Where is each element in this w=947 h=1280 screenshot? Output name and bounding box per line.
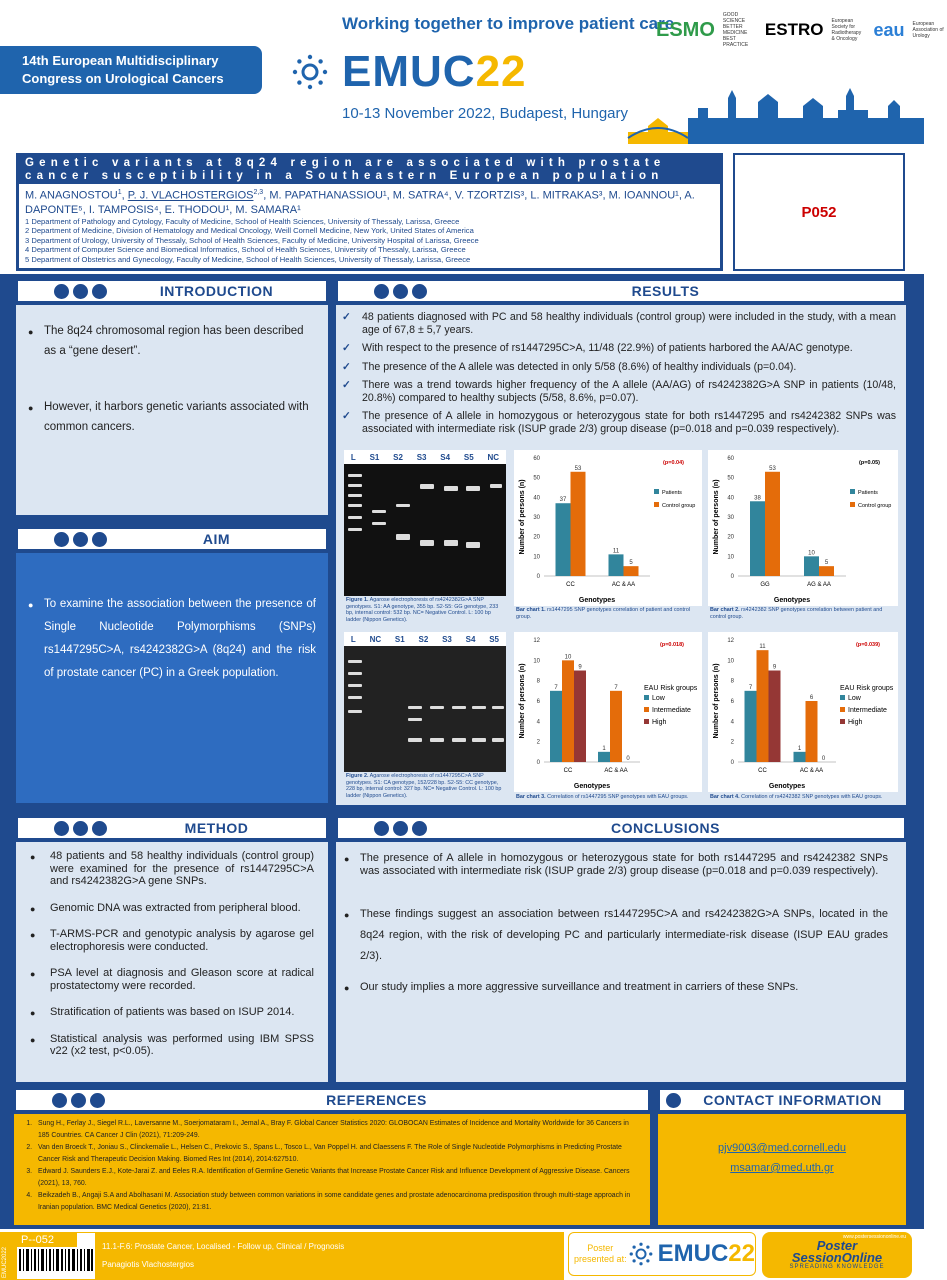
fig-1-label: Figure 1. — [346, 597, 369, 603]
fig-2-caption — [346, 773, 506, 799]
aim-heading: AIM — [202, 531, 231, 547]
data-label: 10 — [564, 654, 572, 661]
budapest-skyline-icon — [628, 88, 924, 144]
footer-info-band — [96, 1232, 564, 1280]
dot-icon — [666, 1093, 681, 1108]
conclusion-point: ● Our study implies a more aggressive surveillance and treatment in carriers of these SNPs. — [344, 981, 888, 994]
legend-entry: Patients — [858, 490, 878, 496]
p-value-annotation: (p=0.05) — [859, 460, 880, 466]
emuc-year: 22 — [475, 47, 527, 96]
footer-poster-id: P--052 — [17, 1233, 77, 1247]
method-header — [16, 816, 328, 840]
title-line-2: cancer susceptibility in a Southeastern European population — [25, 170, 664, 182]
bar — [550, 691, 562, 762]
footer-id-box — [16, 1232, 96, 1280]
contact-email-1[interactable]: pjv9003@med.cornell.edu — [718, 1142, 846, 1154]
y-tick-label: 50 — [533, 475, 540, 482]
y-tick-label: 2 — [730, 739, 734, 746]
lane-label: S4 — [465, 634, 476, 644]
title-block — [16, 153, 723, 271]
y-tick-label: 12 — [533, 638, 540, 644]
aim-body — [16, 553, 328, 803]
affiliation: 5 Department of Obstetrics and Gynecology, Faculty of Medicine, School of Health Sciences, University of Thessaly, Larissa, Greece — [25, 255, 471, 265]
bar-chart-4 — [708, 632, 898, 792]
bar-4-label: Bar chart 4. — [710, 794, 740, 800]
y-tick-label: 8 — [536, 678, 540, 685]
p-value-annotation: (p=0.018) — [660, 642, 684, 648]
emuc-wordmark: EMUC — [342, 47, 476, 96]
gel-1-lane-labels — [344, 450, 506, 464]
barcode-icon — [19, 1249, 93, 1271]
introduction-header — [16, 279, 328, 303]
legend-swatch — [644, 719, 649, 724]
p-value-annotation: (p=0.039) — [856, 642, 880, 648]
aim-header — [16, 527, 328, 551]
footer-track: 11.1-F.6: Prostate Cancer, Localised - Follow up, Clinical / Prognosis — [102, 1242, 345, 1251]
x-axis-label: Genotypes — [578, 597, 616, 604]
legend-entry: High — [652, 719, 667, 726]
bar — [757, 650, 769, 762]
introduction-body — [16, 305, 328, 515]
legend-entry: Intermediate — [652, 707, 691, 714]
data-label: 10 — [808, 550, 815, 557]
legend-entry: Low — [652, 695, 665, 702]
dot-icon — [374, 821, 389, 836]
y-tick-label: 60 — [727, 456, 734, 462]
bar — [769, 671, 781, 763]
y-tick-label: 40 — [727, 495, 734, 502]
data-label: 1 — [797, 745, 802, 752]
authors-rest: , M. PAPATHANASSIOU¹, M. SATRA⁴, V. TZORTZIS³, L. MITRAKAS³, M. IOANNOU¹, A. DAPONTE⁵, I. TAMPOSIS⁴, E. THODOU¹, M. SAMARA¹ — [25, 189, 695, 216]
data-label: 7 — [748, 684, 753, 691]
data-label: 38 — [754, 495, 761, 502]
y-tick-label: 10 — [533, 554, 540, 561]
bar — [804, 556, 819, 576]
pso-url: www.postersessiononline.eu — [842, 1234, 906, 1240]
bar-3-text: Correlation of rs1447295 SNP genotypes with EAU groups. — [545, 794, 689, 800]
conclusion-point: ● These findings suggest an association between rs1447295C>A and rs4242382G>A SNPs, located in the 8q24 region, with the risk of developing PC and particularly intermediate-risk disease (ISUP EAU grades 2/3). — [344, 904, 888, 967]
legend-entry: Low — [848, 695, 861, 702]
dot-icon — [393, 821, 408, 836]
lane-label: S3 — [416, 452, 427, 462]
dot-icon — [393, 284, 408, 299]
reference-item: 2. Van den Broeck T., Joniau S., Clinckemalie L., Helsen C., Prekovic S., Spans L., Tosco L., Van Poppel H. and Claessens F. The Role of Single Nucleotide Polymorphisms in Predicting Prostate Cancer Risk and Therapeutic Decision Making. Biomed Res Int (2014), 2014:627510. — [34, 1142, 640, 1166]
lane-label: NC — [369, 634, 382, 644]
legend-swatch — [654, 489, 659, 494]
bar — [574, 671, 586, 763]
result-item: ✓ 48 patients diagnosed with PC and 58 healthy individuals (control group) were included in the study, with a mean age of 67,8 ± 5,7 years. — [342, 311, 896, 336]
bar-3-label: Bar chart 3. — [516, 794, 546, 800]
pso-line-1: Poster — [816, 1238, 858, 1253]
poster-session-online-logo — [762, 1232, 912, 1278]
y-tick-label: 12 — [727, 638, 734, 644]
lane-label: NC — [487, 452, 500, 462]
lane-label: S2 — [393, 452, 403, 462]
x-axis-label: Genotypes — [773, 597, 811, 604]
esmo-logo: ESMO — [656, 18, 715, 41]
bar — [598, 752, 610, 762]
lane-label: S2 — [418, 634, 429, 644]
y-tick-label: 30 — [533, 515, 540, 521]
contact-heading: CONTACT INFORMATION — [703, 1092, 882, 1108]
author-list: M. ANAGNOSTOU$^1$, P. J. VLACHOSTERGIOS$^{2,3}$, M. PAPATHANASSIOU¹, M. SATRA⁴, V. TZORTZIS³, L. MITRAKAS³, M. IOANNOU¹, A. DAPONTE⁵, I. TAMPOSIS⁴, E. THODOU¹, M. SAMARA¹ — [25, 189, 695, 216]
fig-2-label: Figure 2. — [346, 773, 369, 779]
results-heading: RESULTS — [631, 283, 700, 299]
fig-1-text: Agarose electrophoresis of rs4242382G>A SNP genotypes. S1: AA genotype, 355 bp. S2-S5: GG genotype, 233 bp, internal control: 532 bp. NC= Negative Control. L: 100 bp ladder (Nippon Genetics). — [346, 597, 499, 623]
x-tick-label: GG — [760, 582, 770, 588]
method-item: ● 48 patients and 58 healthy individuals (control group) were examined for the presence of rs1447295C>A and rs4242382G>A gene SNPs. — [30, 850, 314, 888]
legend-title: EAU Risk groups — [840, 685, 894, 692]
y-tick-label: 30 — [727, 515, 734, 521]
lane-label: S3 — [442, 634, 452, 644]
data-label: 11 — [759, 644, 766, 651]
dot-icon — [54, 532, 69, 547]
intro-point: ● The 8q24 chromosomal region has been described as a “gene desert”. — [28, 321, 316, 361]
presented-at-2: presented at: — [574, 1254, 627, 1264]
method-item: ● Statistical analysis was performed using IBM SPSS v22 (x2 test, p<0.05). — [30, 1033, 314, 1058]
reference-item: 4. Beikzadeh B., Angaji S.A and Abolhasani M. Association study between common variations in some candidate genes and prostate adenocarcinoma predisposition through multi-stage approach in Iranian population. BMC Medical Genetics (2020), 21:81. — [34, 1190, 640, 1214]
y-tick-label: 20 — [727, 534, 734, 541]
bar — [745, 691, 757, 762]
method-item: ● T-ARMS-PCR and genotypic analysis by agarose gel electrophoresis were conducted. — [30, 928, 314, 953]
y-tick-label: 40 — [533, 495, 540, 502]
dot-icon — [73, 284, 88, 299]
gel-2-lane-labels — [344, 632, 506, 646]
y-tick-label: 50 — [727, 475, 734, 482]
legend-swatch — [654, 502, 659, 507]
author-2: P. J. VLACHOSTERGIOS — [127, 189, 254, 202]
eau-sub: European Association of Urology — [912, 21, 944, 39]
x-tick-label: CC — [566, 582, 575, 588]
reference-item: 1. Sung H., Ferlay J., Siegel R.L., Laversanne M., Soerjomataram I., Jemal A., Bray F. Global Cancer Statistics 2020: GLOBOCAN Estimates of Incidence and Mortality Worldwide for 36 Cancers in 185 Countries. CA Cancer J Clin (2021), 71:209-249. — [34, 1118, 640, 1142]
pso-line-3: SPREADING KNOWLEDGE — [789, 1264, 885, 1270]
bar-4-caption — [710, 794, 898, 801]
data-label: 11 — [612, 548, 620, 555]
legend-swatch — [644, 695, 649, 700]
data-label: 9 — [772, 664, 777, 671]
estro-logo: ESTRO — [764, 20, 824, 39]
affiliation: 3 Department of Urology, University of Thessaly, School of Health Sciences, Faculty of Medicine, University Hospital of Larissa, Greece — [25, 235, 479, 245]
bar — [610, 691, 622, 762]
dot-icon — [71, 1093, 86, 1108]
bar — [562, 660, 574, 762]
y-tick-label: 4 — [730, 719, 734, 726]
legend-swatch — [850, 502, 855, 507]
references-body — [14, 1114, 650, 1225]
results-header — [336, 279, 906, 303]
lane-label: S4 — [440, 452, 451, 462]
bar-chart-3 — [514, 632, 702, 792]
bar — [571, 472, 586, 576]
poster-title — [19, 156, 720, 184]
fig-1-caption — [346, 597, 506, 623]
dot-icon — [374, 284, 389, 299]
partner-logos — [656, 12, 947, 48]
y-tick-label: 10 — [727, 554, 734, 561]
dot-icon — [90, 1093, 105, 1108]
reference-item: 3. Edward J. Saunders E.J., Kote-Jarai Z. and Eeles R.A. Identification of Germline Genetic Variants that Increase Prostate Cancer Risk and Influence Development of Aggressive Disease. Cancers (2021), 13, 760. — [34, 1166, 640, 1190]
legend-entry: Intermediate — [848, 707, 887, 714]
x-tick-label: AC & AA — [611, 582, 636, 588]
x-tick-label: AC & AA — [604, 768, 628, 774]
dot-icon — [92, 821, 107, 836]
y-tick-label: 6 — [730, 699, 734, 705]
data-label: 53 — [574, 465, 582, 472]
author-2-sup: 2,3 — [253, 189, 264, 196]
data-label: 5 — [629, 560, 633, 567]
footer-emuc: EMUC — [657, 1240, 729, 1267]
dot-icon — [54, 821, 69, 836]
bar-3-caption — [516, 794, 702, 801]
gel-figure-1 — [344, 450, 506, 596]
conclusions-heading: CONCLUSIONS — [611, 820, 720, 836]
presented-at-label — [573, 1243, 628, 1265]
dot-icon — [52, 1093, 67, 1108]
lane-label: L — [350, 634, 356, 644]
tagline: Working together to improve patient care — [342, 14, 675, 33]
bar-2-label: Bar chart 2. — [710, 607, 740, 613]
congress-line-2: Congress on Urological Cancers — [22, 71, 224, 86]
author-1: M. ANAGNOSTOU — [25, 189, 118, 202]
dot-icon — [92, 532, 107, 547]
sun-icon — [628, 1241, 654, 1267]
dot-icon — [412, 284, 427, 299]
estro-sub: European Society for Radiotherapy & Oncology — [831, 18, 862, 42]
congress-line-1: 14th European Multidisciplinary — [22, 53, 219, 68]
lane-label: S5 — [463, 452, 474, 462]
y-tick-label: 4 — [536, 719, 540, 726]
footer-side-label: EMUC2022 — [2, 1246, 8, 1278]
bar — [609, 554, 624, 576]
event-dates: 10-13 November 2022, Budapest, Hungary — [342, 105, 629, 122]
data-label: 53 — [769, 465, 776, 472]
data-label: 0 — [626, 756, 630, 762]
data-label: 0 — [821, 756, 826, 762]
lane-label: L — [350, 452, 356, 462]
legend-swatch — [840, 707, 845, 712]
bar — [765, 472, 780, 576]
conclusion-point: ● The presence of A allele in homozygous or heterozygous state for both rs1447295 and rs4242382 SNPs was associated with intermediate risk (ISUP grade 2/3) group disease (p=0.018 and p=0.039 respectively). — [344, 852, 888, 878]
conclusions-header — [336, 816, 906, 840]
method-item: ● PSA level at diagnosis and Gleason score at radical prostatectomy were recorded. — [30, 967, 314, 992]
fig-2-text: Agarose electrophoresis of rs1447295C>A SNP genotypes. S1: CA genotype, 152/228 bp. S2-S5: CC genotype, 228 bp, internal control: 327 bp. NC= Negative Control. L: 100 bp ladder (Nippon Genetics). — [346, 773, 502, 799]
x-axis-label: Genotypes — [573, 783, 611, 790]
x-axis-label: Genotypes — [768, 783, 806, 790]
data-label: 7 — [614, 684, 618, 691]
data-label: 37 — [559, 497, 567, 504]
legend-title: EAU Risk groups — [644, 685, 698, 692]
bar-2-caption — [710, 607, 898, 620]
legend-swatch — [850, 489, 855, 494]
bar-4-text: Correlation of rs4242382 SNP genotypes with EAU groups. — [739, 794, 883, 800]
y-axis-label: Number of persons (n) — [519, 479, 526, 555]
lane-label: S1 — [369, 452, 380, 462]
lane-label: S5 — [489, 634, 500, 644]
y-axis-label: Number of persons (n) — [519, 663, 526, 739]
y-tick-label: 10 — [727, 658, 734, 665]
legend-swatch — [840, 719, 845, 724]
congress-banner — [0, 46, 262, 94]
dot-icon — [412, 821, 427, 836]
presented-at-1: Poster — [587, 1243, 614, 1253]
data-label: 9 — [578, 664, 582, 671]
contact-email-2[interactable]: msamar@med.uth.gr — [730, 1162, 834, 1174]
legend-entry: Control group — [662, 503, 696, 509]
x-tick-label: AG & AA — [807, 582, 831, 588]
footer-emuc-year: 22 — [728, 1240, 755, 1267]
y-tick-label: 6 — [536, 699, 540, 705]
author-1-sup: 1 — [117, 189, 122, 196]
bar — [806, 701, 818, 762]
title-line-1: Genetic variants at 8q24 region are associated with prostate — [25, 157, 666, 169]
x-tick-label: CC — [758, 768, 767, 774]
y-axis-label: Number of persons (n) — [713, 479, 720, 555]
bar — [624, 566, 639, 576]
introduction-heading: INTRODUCTION — [159, 283, 274, 299]
legend-swatch — [840, 695, 845, 700]
footer-presenter: Panagiotis Vlachostergios — [102, 1260, 195, 1269]
bar-chart-2 — [708, 450, 898, 606]
affiliation: 2 Department of Medicine, Division of Hematology and Medical Oncology, Weill Cornell Medicine, New York, United States of America — [25, 226, 474, 236]
gel-1-image — [344, 464, 506, 596]
result-item: ✓ With respect to the presence of rs1447295C>A, 11/48 (22.9%) of patients harbored the AA/AC genotype. — [342, 342, 896, 355]
contact-body — [658, 1114, 906, 1225]
bar-1-text: rs1447295 SNP genotypes correlation of patient and control group. — [516, 607, 691, 620]
method-item: ● Genomic DNA was extracted from peripheral blood. — [30, 902, 314, 915]
data-label: 6 — [809, 695, 814, 701]
presented-at-box — [568, 1232, 756, 1276]
legend-entry: Patients — [662, 490, 682, 496]
eau-logo: eau — [873, 19, 905, 40]
conclusions-body — [336, 842, 906, 1082]
bar — [750, 501, 765, 576]
bar — [819, 566, 834, 576]
x-tick-label: CC — [563, 768, 573, 774]
sun-icon — [290, 52, 330, 92]
references-heading: REFERENCES — [326, 1092, 427, 1108]
pso-line-2: SessionOnline — [791, 1250, 883, 1265]
bar-1-caption — [516, 607, 702, 620]
references-header — [14, 1088, 650, 1112]
lane-label: S1 — [394, 634, 405, 644]
method-item: ● Stratification of patients was based on ISUP 2014. — [30, 1006, 314, 1019]
poster-code: P052 — [733, 153, 905, 271]
p-value-annotation: (p=0.04) — [663, 460, 684, 466]
y-tick-label: 0 — [730, 760, 734, 766]
gel-2-image — [344, 646, 506, 772]
contact-header — [658, 1088, 906, 1112]
dot-icon — [73, 532, 88, 547]
data-label: 7 — [554, 684, 558, 691]
bar-2-text: rs4242382 SNP genotypes correlation between patient and control group. — [710, 607, 883, 620]
y-tick-label: 10 — [533, 658, 540, 665]
data-label: 5 — [824, 560, 829, 567]
legend-entry: Control group — [858, 503, 892, 509]
gel-figure-2 — [344, 632, 506, 772]
y-tick-label: 8 — [730, 678, 734, 685]
esmo-sub: GOOD SCIENCE BETTER MEDICINE BEST PRACTICE — [722, 12, 749, 48]
dot-icon — [73, 821, 88, 836]
result-item: ✓ There was a trend towards higher frequency of the A allele (AA/AG) of rs4242382G>A SNP in patients (10/48, 20.8%) compared to healthy subjects (5/58, 8.6%, p=0.07). — [342, 379, 896, 404]
y-tick-label: 0 — [730, 574, 734, 580]
intro-point: ● However, it harbors genetic variants associated with common cancers. — [28, 397, 316, 437]
x-tick-label: AC & AA — [799, 768, 824, 774]
result-item: ✓ The presence of A allele in homozygous or heterozygous state for both rs1447295 and rs4242382 SNPs was associated with intermediate risk (ISUP grade 2/3) group disease (p=0.018 and p=0.039 respectively). — [342, 410, 896, 435]
result-item: ✓ The presence of the A allele was detected in only 5/58 (8.6%) of healthy individuals (p=0.04). — [342, 361, 896, 374]
bar-chart-1 — [514, 450, 702, 606]
aim-point: ● To examine the association between the presence of Single Nucleotide Polymorphisms (SNPs) rs1447295C>A, rs4242382G>A (8q24) and the risk of prostate cancer (PC) in a Greek population. — [28, 593, 316, 685]
dot-icon — [92, 284, 107, 299]
footer-side-band — [0, 1232, 16, 1280]
legend-entry: High — [848, 719, 863, 726]
bar — [794, 752, 806, 762]
method-body — [16, 842, 328, 1082]
y-tick-label: 2 — [536, 739, 540, 746]
method-heading: METHOD — [184, 820, 249, 836]
y-tick-label: 60 — [533, 456, 540, 462]
legend-swatch — [644, 707, 649, 712]
bar — [556, 503, 571, 576]
y-tick-label: 0 — [536, 760, 540, 766]
affiliation: 4 Department of Computer Science and Biomedical Informatics, School of Health Sciences, University of Thessaly, Larissa, Greece — [25, 245, 466, 255]
data-label: 1 — [602, 745, 606, 752]
emuc-logo — [290, 47, 527, 96]
y-axis-label: Number of persons (n) — [713, 663, 720, 739]
bar-1-label: Bar chart 1. — [516, 607, 546, 613]
y-tick-label: 20 — [533, 534, 540, 541]
y-tick-label: 0 — [536, 574, 540, 580]
affiliation: 1 Department of Pathology and Cytology, Faculty of Medicine, School of Health Sciences, University of Thessaly, Larissa, Greece — [25, 216, 460, 226]
dot-icon — [54, 284, 69, 299]
